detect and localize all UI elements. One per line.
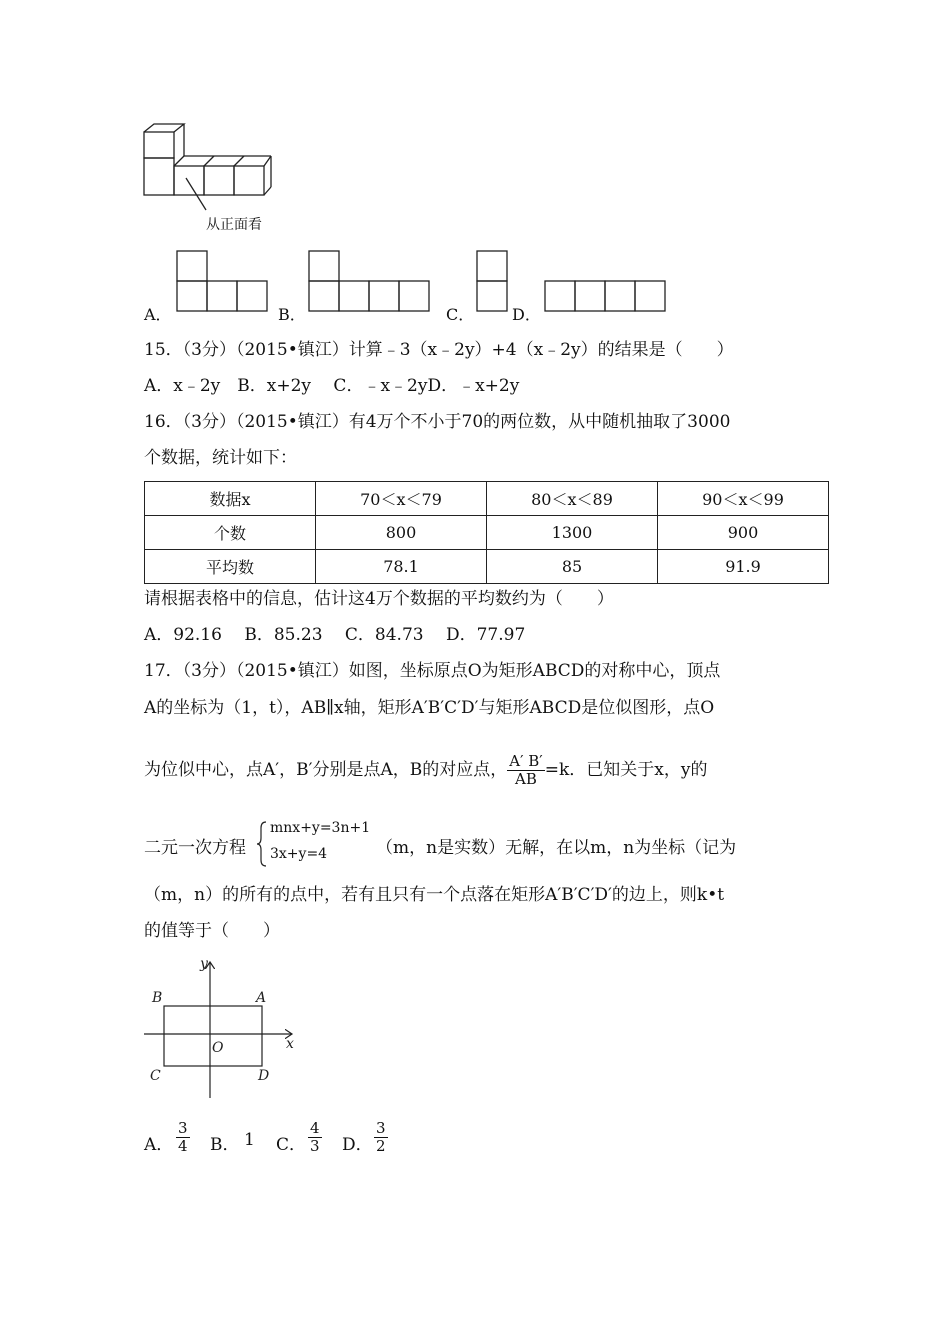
table-row [145, 516, 829, 550]
q17-line3-pre: 为位似中心，点A′，B′分别是点A，B的对应点， [144, 760, 508, 780]
fraction-numerator: 3 [178, 1119, 188, 1137]
q14-option-a-label: A． [144, 305, 172, 324]
q17-ratio-fraction [507, 753, 544, 788]
table-header-cell: 数据x [145, 482, 316, 516]
fraction-denominator: 4 [178, 1137, 188, 1155]
q14-option-c-label: C． [446, 305, 475, 324]
q14-option-d-figure [544, 280, 668, 314]
q14-option-b-label: B． [278, 305, 306, 324]
q17-line4-pre: 二元一次方程 [144, 838, 246, 858]
fraction-denominator: 3 [310, 1137, 320, 1155]
table-cell: 1300 [487, 516, 658, 550]
q17-equation-1: mnx+y=3n+1 [270, 820, 371, 836]
table-cell: 900 [658, 516, 829, 550]
q17-coordinate-figure [140, 954, 300, 1102]
q17-option-c-fraction [308, 1120, 322, 1155]
label-y: y [200, 956, 208, 972]
q16-stem-line2: 个数据，统计如下： [144, 448, 297, 468]
q17-line6: 的值等于（ ） [144, 921, 280, 941]
rectangle-abcd [164, 1006, 262, 1066]
table-header-cell: 90＜x＜99 [658, 482, 829, 516]
q17-option-d-fraction [374, 1120, 388, 1155]
table-header-cell: 70＜x＜79 [316, 482, 487, 516]
q17-equation-2: 3x+y=4 [270, 846, 328, 862]
table-row [145, 550, 829, 584]
label-b: B [152, 990, 163, 1006]
table-cell: 平均数 [145, 550, 316, 584]
q17-option-b-value: 1 [244, 1130, 255, 1150]
label-c: C [150, 1068, 161, 1084]
table-cell: 800 [316, 516, 487, 550]
table-header-row [145, 482, 829, 516]
q17-option-a-fraction [176, 1120, 190, 1155]
q17-line4-post: （m，n是实数）无解，在以m，n为坐标（记为 [376, 838, 737, 858]
brace-icon [256, 820, 268, 868]
label-d: D [258, 1068, 270, 1084]
q17-option-c-label: C． [276, 1135, 307, 1155]
fraction-numerator: 3 [376, 1119, 386, 1137]
q16-stem-line1: 16．（3分）（2015•镇江）有4万个不小于70的两位数，从中随机抽取了3000 [144, 412, 731, 432]
q14-option-c-figure [476, 250, 510, 314]
q17-option-d-label: D． [342, 1135, 373, 1155]
q17-option-a-label: A． [144, 1135, 174, 1155]
q17-line3 [144, 752, 707, 788]
q17-line2: A的坐标为（1，t），AB∥x轴，矩形A′B′C′D′与矩形ABCD是位似图形，点O [144, 698, 715, 718]
fraction-numerator: A′ B′ [509, 752, 543, 770]
q14-option-d-label: D． [512, 305, 541, 324]
table-cell: 91.9 [658, 550, 829, 584]
table-cell: 85 [487, 550, 658, 584]
q14-option-b-figure [308, 250, 432, 314]
q17-line5: （m，n）的所有的点中，若有且只有一个点落在矩形A′B′C′D′的边上，则k•t [144, 885, 725, 905]
q16-data-table [144, 481, 829, 584]
fraction-denominator: AB [515, 770, 537, 788]
q15-options: A．x﹣2y B．x+2y C．﹣x﹣2yD．﹣x+2y [144, 376, 520, 396]
label-x: x [286, 1036, 294, 1052]
fraction-denominator: 2 [376, 1137, 386, 1155]
q15-stem: 15．（3分）（2015•镇江）计算﹣3（x﹣2y）+4（x﹣2y）的结果是（ ） [144, 340, 734, 360]
q17-line1: 17．（3分）（2015•镇江）如图，坐标原点O为矩形ABCD的对称中心，顶点 [144, 661, 721, 681]
q16-options: A．92.16 B．85.23 C．84.73 D．77.97 [144, 625, 526, 645]
label-a: A [256, 990, 267, 1006]
label-o: O [212, 1040, 224, 1056]
table-cell: 个数 [145, 516, 316, 550]
table-header-cell: 80＜x＜89 [487, 482, 658, 516]
q14-view-label: 从正面看 [206, 217, 262, 233]
q16-question: 请根据表格中的信息，估计这4万个数据的平均数约为（ ） [144, 589, 614, 609]
q14-option-a-figure [176, 250, 270, 314]
fraction-numerator: 4 [310, 1119, 320, 1137]
table-cell: 78.1 [316, 550, 487, 584]
q17-line3-post: =k．已知关于x，y的 [544, 760, 708, 780]
q17-option-b-label: B． [210, 1135, 240, 1155]
